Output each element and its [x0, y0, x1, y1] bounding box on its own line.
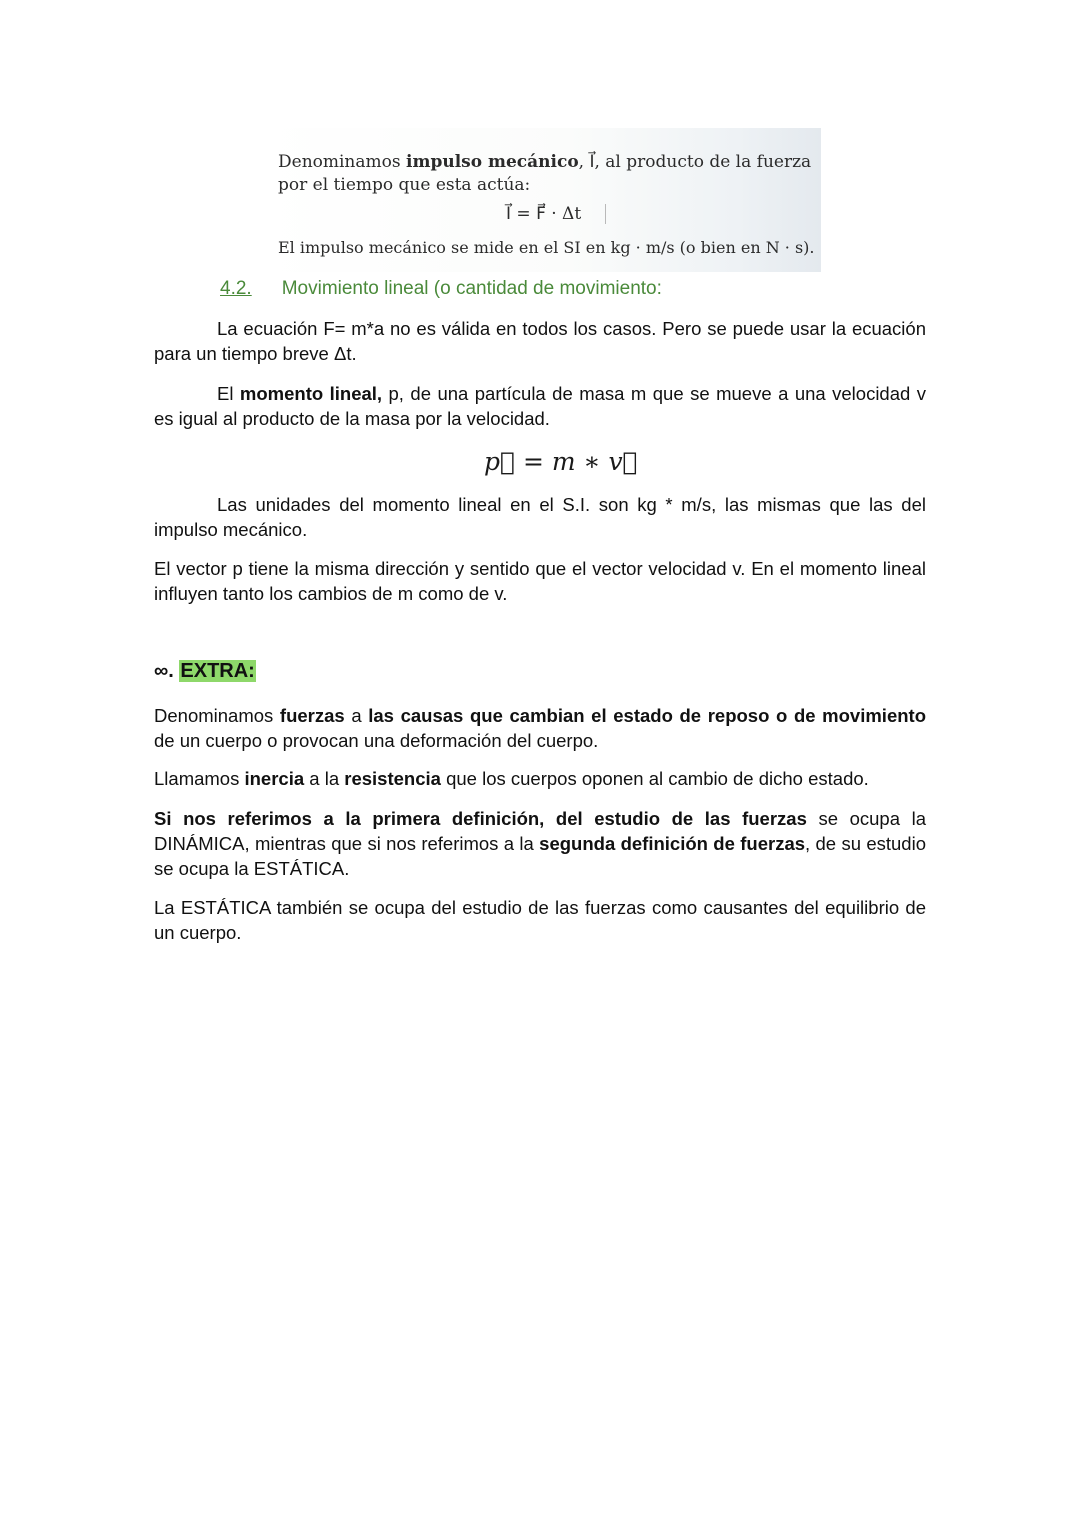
- term-primera-definicion: Si nos referimos a la primera definición, del estudio de las fuerzas: [154, 808, 807, 829]
- section-number: 4.2.: [220, 278, 252, 299]
- paragraph-2: [154, 381, 926, 431]
- box-line-3: El impulso mecánico se mide en el SI en kg · m/s (o bien en N · s).: [278, 238, 815, 257]
- extra-label: EXTRA:: [180, 660, 255, 682]
- paragraph-6: [154, 766, 926, 791]
- box-text: , I⃗, al producto de la fuerza: [578, 152, 812, 172]
- box-text: Denominamos: [278, 152, 406, 172]
- text: .: [168, 660, 180, 682]
- term-segunda-definicion: segunda definición de fuerzas: [539, 833, 806, 854]
- impulse-formula: I⃗ = F⃗ · Δt: [506, 204, 582, 224]
- scanned-definition-box: [262, 128, 821, 272]
- paragraph-8: La ESTÁTICA también se ocupa del estudio de las fuerzas como causantes del equilibrio de un cuerpo.: [154, 897, 926, 943]
- paragraph-4: El vector p tiene la misma dirección y sentido que el vector velocidad v. En el momento lineal influyen tanto los cambios de m como de v.: [154, 558, 926, 604]
- box-line-2: por el tiempo que esta actúa:: [278, 175, 531, 195]
- section-heading: [220, 278, 662, 300]
- extra-heading: [154, 660, 256, 683]
- paragraph-5: [154, 703, 926, 753]
- term-causas: las causas que cambian el estado de reposo o de movimiento: [368, 705, 926, 726]
- box-term: impulso mecánico: [406, 152, 579, 172]
- term-resistencia: resistencia: [344, 768, 441, 789]
- text: a: [344, 705, 369, 726]
- term-fuerzas: fuerzas: [279, 705, 345, 726]
- term-momento-lineal: momento lineal,: [239, 383, 383, 404]
- momentum-equation: p⃗ = m ∗ v⃗: [484, 447, 638, 476]
- text: p, de una partícula de masa m que se mueve a una velocidad v es igual al producto de la masa por la velocidad.: [154, 383, 927, 429]
- paragraph-1: La ecuación F= m*a no es válida en todos los casos. Pero se puede usar la ecuación para un tiempo breve Δt.: [154, 318, 926, 364]
- text: de un cuerpo o provocan una deformación del cuerpo.: [154, 730, 599, 751]
- text: se ocupa la DINÁMICA, mientras que si nos referimos a la: [154, 808, 926, 854]
- term-inercia: inercia: [244, 768, 305, 789]
- text: , de su estudio se ocupa la ESTÁTICA.: [154, 833, 926, 879]
- divider: [605, 204, 606, 224]
- text: que los cuerpos oponen al cambio de dicho estado.: [440, 768, 869, 789]
- section-title: Movimiento lineal (o cantidad de movimiento:: [281, 278, 662, 299]
- text: Llamamos: [154, 768, 245, 789]
- paragraph-3: Las unidades del momento lineal en el S.I. son kg * m/s, las mismas que las del impulso mecánico.: [154, 494, 926, 540]
- text: El: [217, 383, 240, 404]
- box-line-1: [278, 152, 811, 172]
- text: Denominamos: [154, 705, 280, 726]
- text: a la: [304, 768, 345, 789]
- infinity-icon: ∞: [154, 660, 169, 682]
- paragraph-7: [154, 806, 926, 881]
